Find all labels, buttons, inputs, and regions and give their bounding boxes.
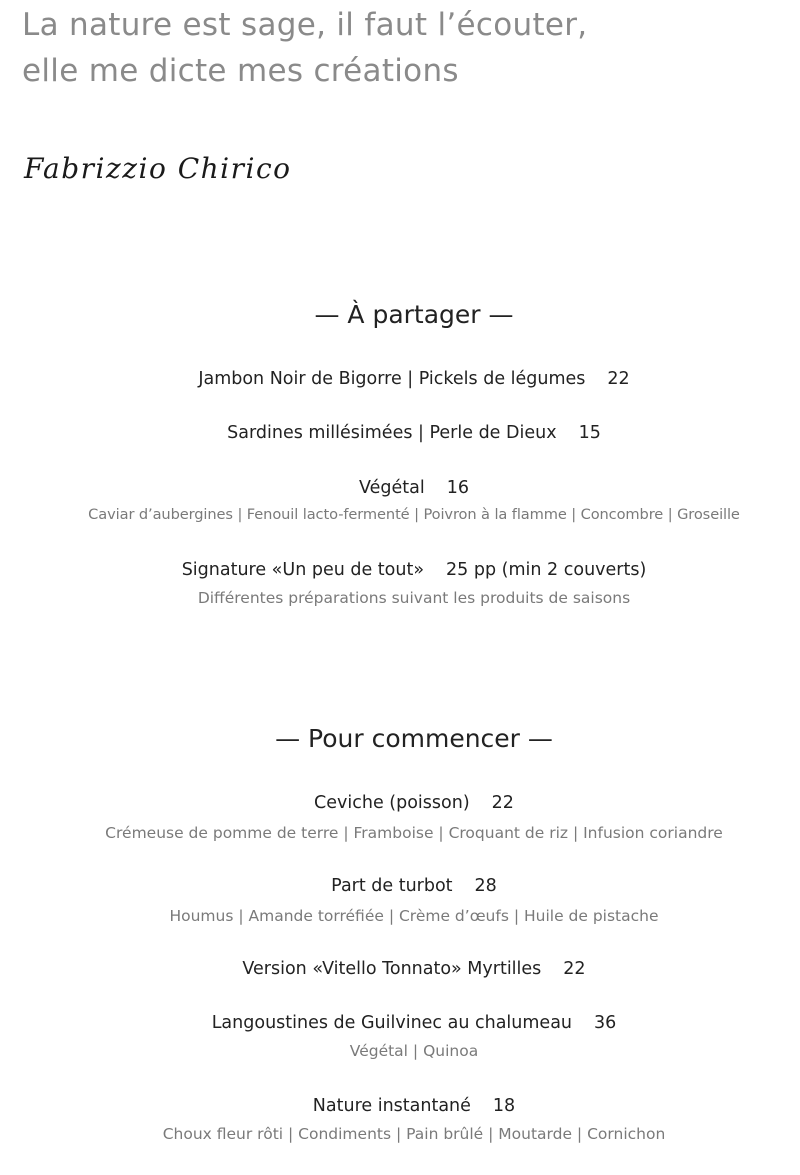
menu-item-jambon [0, 366, 800, 392]
menu-item-line [0, 420, 800, 446]
section-title-a-partager: — À partager — [314, 300, 514, 329]
menu-item-name: Langoustines de Guilvinec au chalumeau [211, 1013, 573, 1033]
menu-item-price: 16 [446, 478, 469, 498]
menu-item-price: 36 [594, 1013, 617, 1033]
menu-item-vitello [0, 956, 800, 982]
menu-item-name: Signature «Un peu de tout» [181, 560, 425, 580]
menu-item-price: 22 [607, 369, 630, 389]
menu-item-turbot [0, 873, 800, 927]
chef-quote [22, 2, 782, 94]
menu-item-line [0, 366, 800, 392]
section-title-pour-commencer: — Pour commencer — [275, 724, 553, 753]
menu-item-line [0, 557, 800, 583]
menu-item-price: 22 [563, 959, 586, 979]
quote-line-2: elle me dicte mes créations [22, 53, 459, 89]
menu-item-name: Part de turbot [331, 876, 453, 896]
menu-item-name: Jambon Noir de Bigorre | Pickels de légumes [198, 369, 586, 389]
menu-item-langoustines [0, 1010, 800, 1062]
menu-item-description: Houmus | Amande torréfiée | Crème d’œufs | Huile de pistache [169, 907, 659, 925]
menu-item-line [0, 1093, 800, 1119]
menu-item-description: Caviar d’aubergines | Fenouil lacto-fermenté | Poivron à la flamme | Concombre | Groseille [88, 506, 740, 523]
menu-item-price: 15 [578, 423, 601, 443]
menu-item-name: Ceviche (poisson) [314, 793, 470, 813]
menu-item-description: Crémeuse de pomme de terre | Framboise | Croquant de riz | Infusion coriandre [105, 824, 723, 842]
menu-item-sardines [0, 420, 800, 446]
menu-item-price: 25 pp (min 2 couverts) [446, 560, 647, 580]
chef-signature: Fabrizzio Chirico [24, 152, 292, 185]
menu-item-name: Nature instantané [312, 1096, 471, 1116]
menu-item-description: Choux fleur rôti | Condiments | Pain brûlé | Moutarde | Cornichon [162, 1125, 666, 1143]
menu-item-price: 18 [492, 1096, 516, 1116]
menu-item-line [0, 475, 800, 501]
menu-item-name: Version «Vitello Tonnato» Myrtilles [242, 959, 542, 979]
menu-item-line [0, 790, 800, 816]
menu-item-description: Différentes préparations suivant les produits de saisons [197, 589, 631, 607]
menu-item-description: Végétal | Quinoa [349, 1042, 479, 1060]
menu-item-nature-instantane [0, 1093, 800, 1145]
menu-item-name: Sardines millésimées | Perle de Dieux [227, 423, 557, 443]
menu-item-line [0, 873, 800, 899]
quote-line-1: La nature est sage, il faut l’écouter, [22, 7, 588, 43]
menu-item-line [0, 956, 800, 982]
menu-item-name: Végétal [359, 478, 425, 498]
menu-item-signature [0, 557, 800, 609]
menu-item-ceviche [0, 790, 800, 844]
menu-item-vegetal [0, 475, 800, 526]
menu-item-price: 28 [474, 876, 497, 896]
menu-item-line [0, 1010, 800, 1036]
menu-item-price: 22 [491, 793, 514, 813]
